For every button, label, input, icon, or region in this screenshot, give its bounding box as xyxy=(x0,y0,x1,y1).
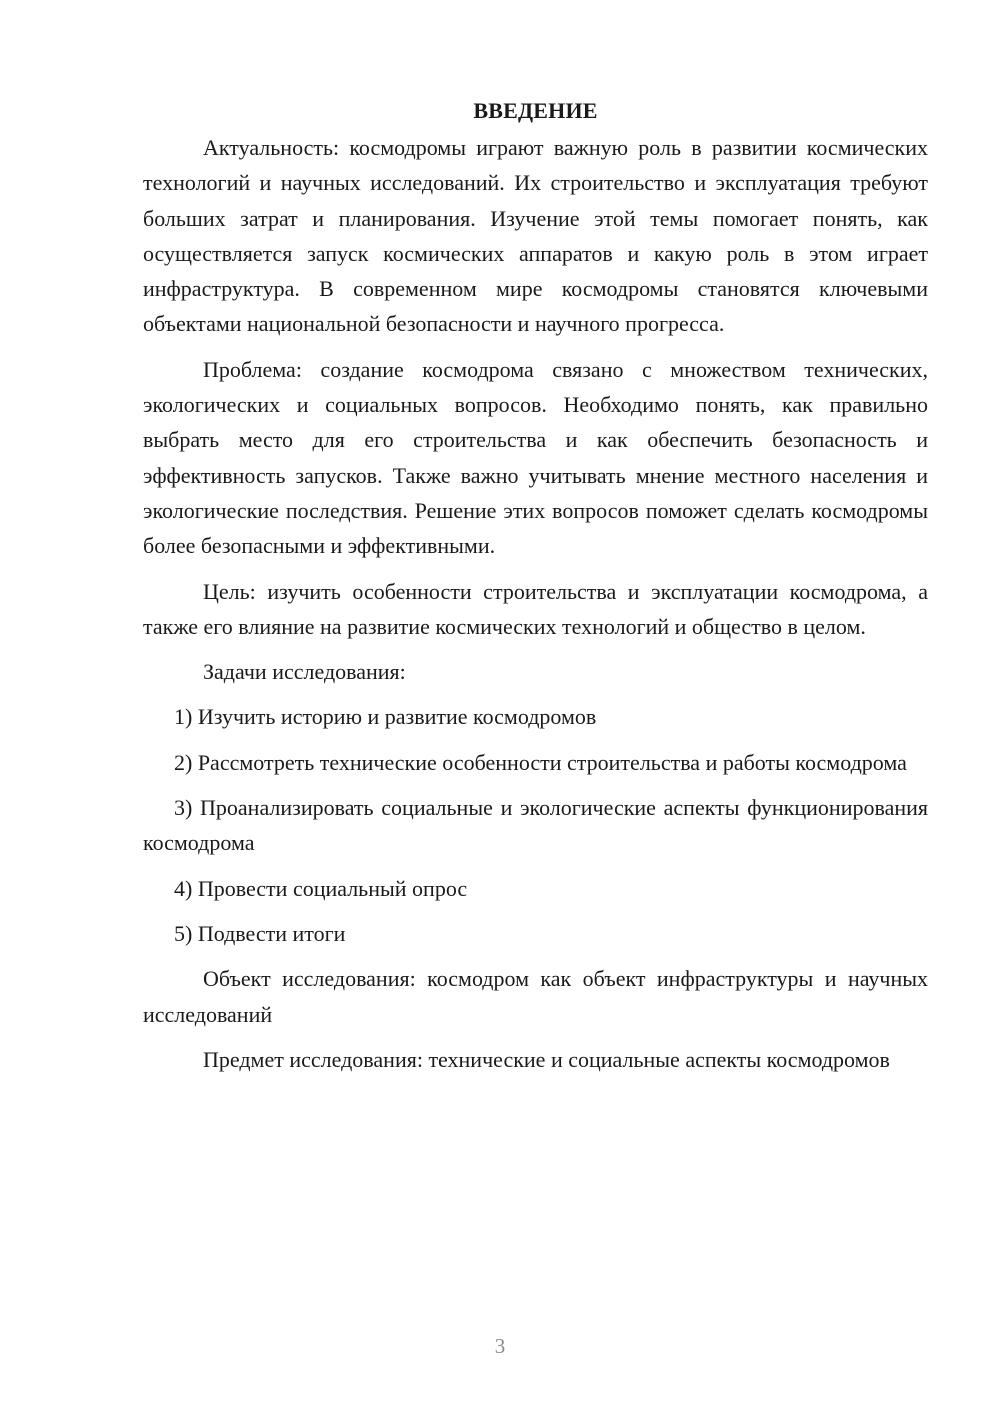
paragraph-goal: Цель: изучить особенности строительства и эксплуатации космодрома, а также его влияние на развитие космических технологий и общество в целом. xyxy=(143,578,928,639)
paragraph-subject: Предмет исследования: технические и социальные аспекты космодромов xyxy=(203,1046,890,1072)
tasks-heading: Задачи исследования: xyxy=(203,659,406,685)
paragraph-relevance: Актуальность: космодромы играют важную роль в развитии космических технологий и научных исследований. Их строительство и эксплуатация требуют больших затрат и планирования. Изучение этой темы помогает понять, как осуществляется запуск космических аппаратов и какую роль в этом играет инфраструктура. В современном мире космодромы становятся ключевыми объектами национальной безопасности и научного прогресса. xyxy=(143,135,928,337)
section-heading: ВВЕДЕНИЕ xyxy=(473,98,598,123)
task-item-1: 1) Изучить историю и развитие космодромов xyxy=(174,704,597,730)
task-item-3: 3) Проанализировать социальные и экологические аспекты функционирования космодрома xyxy=(143,795,928,856)
page-number: 3 xyxy=(494,1334,506,1358)
task-item-5: 5) Подвести итоги xyxy=(174,920,346,946)
page-content xyxy=(143,96,928,1087)
task-item-2: 2) Рассмотреть технические особенности строительства и работы космодрома xyxy=(174,749,907,775)
task-item-4: 4) Провести социальный опрос xyxy=(174,875,468,901)
paragraph-problem: Проблема: создание космодрома связано с множеством технических, экологических и социальных вопросов. Необходимо понять, как правильно выбрать место для его строительства и как обеспечить безопасность и эффективность запусков. Также важно учитывать мнение местного населения и экологические последствия. Решение этих вопросов поможет сделать космодромы более безопасными и эффективными. xyxy=(143,356,928,559)
paragraph-object: Объект исследования: космодром как объект инфраструктуры и научных исследований xyxy=(143,966,928,1027)
